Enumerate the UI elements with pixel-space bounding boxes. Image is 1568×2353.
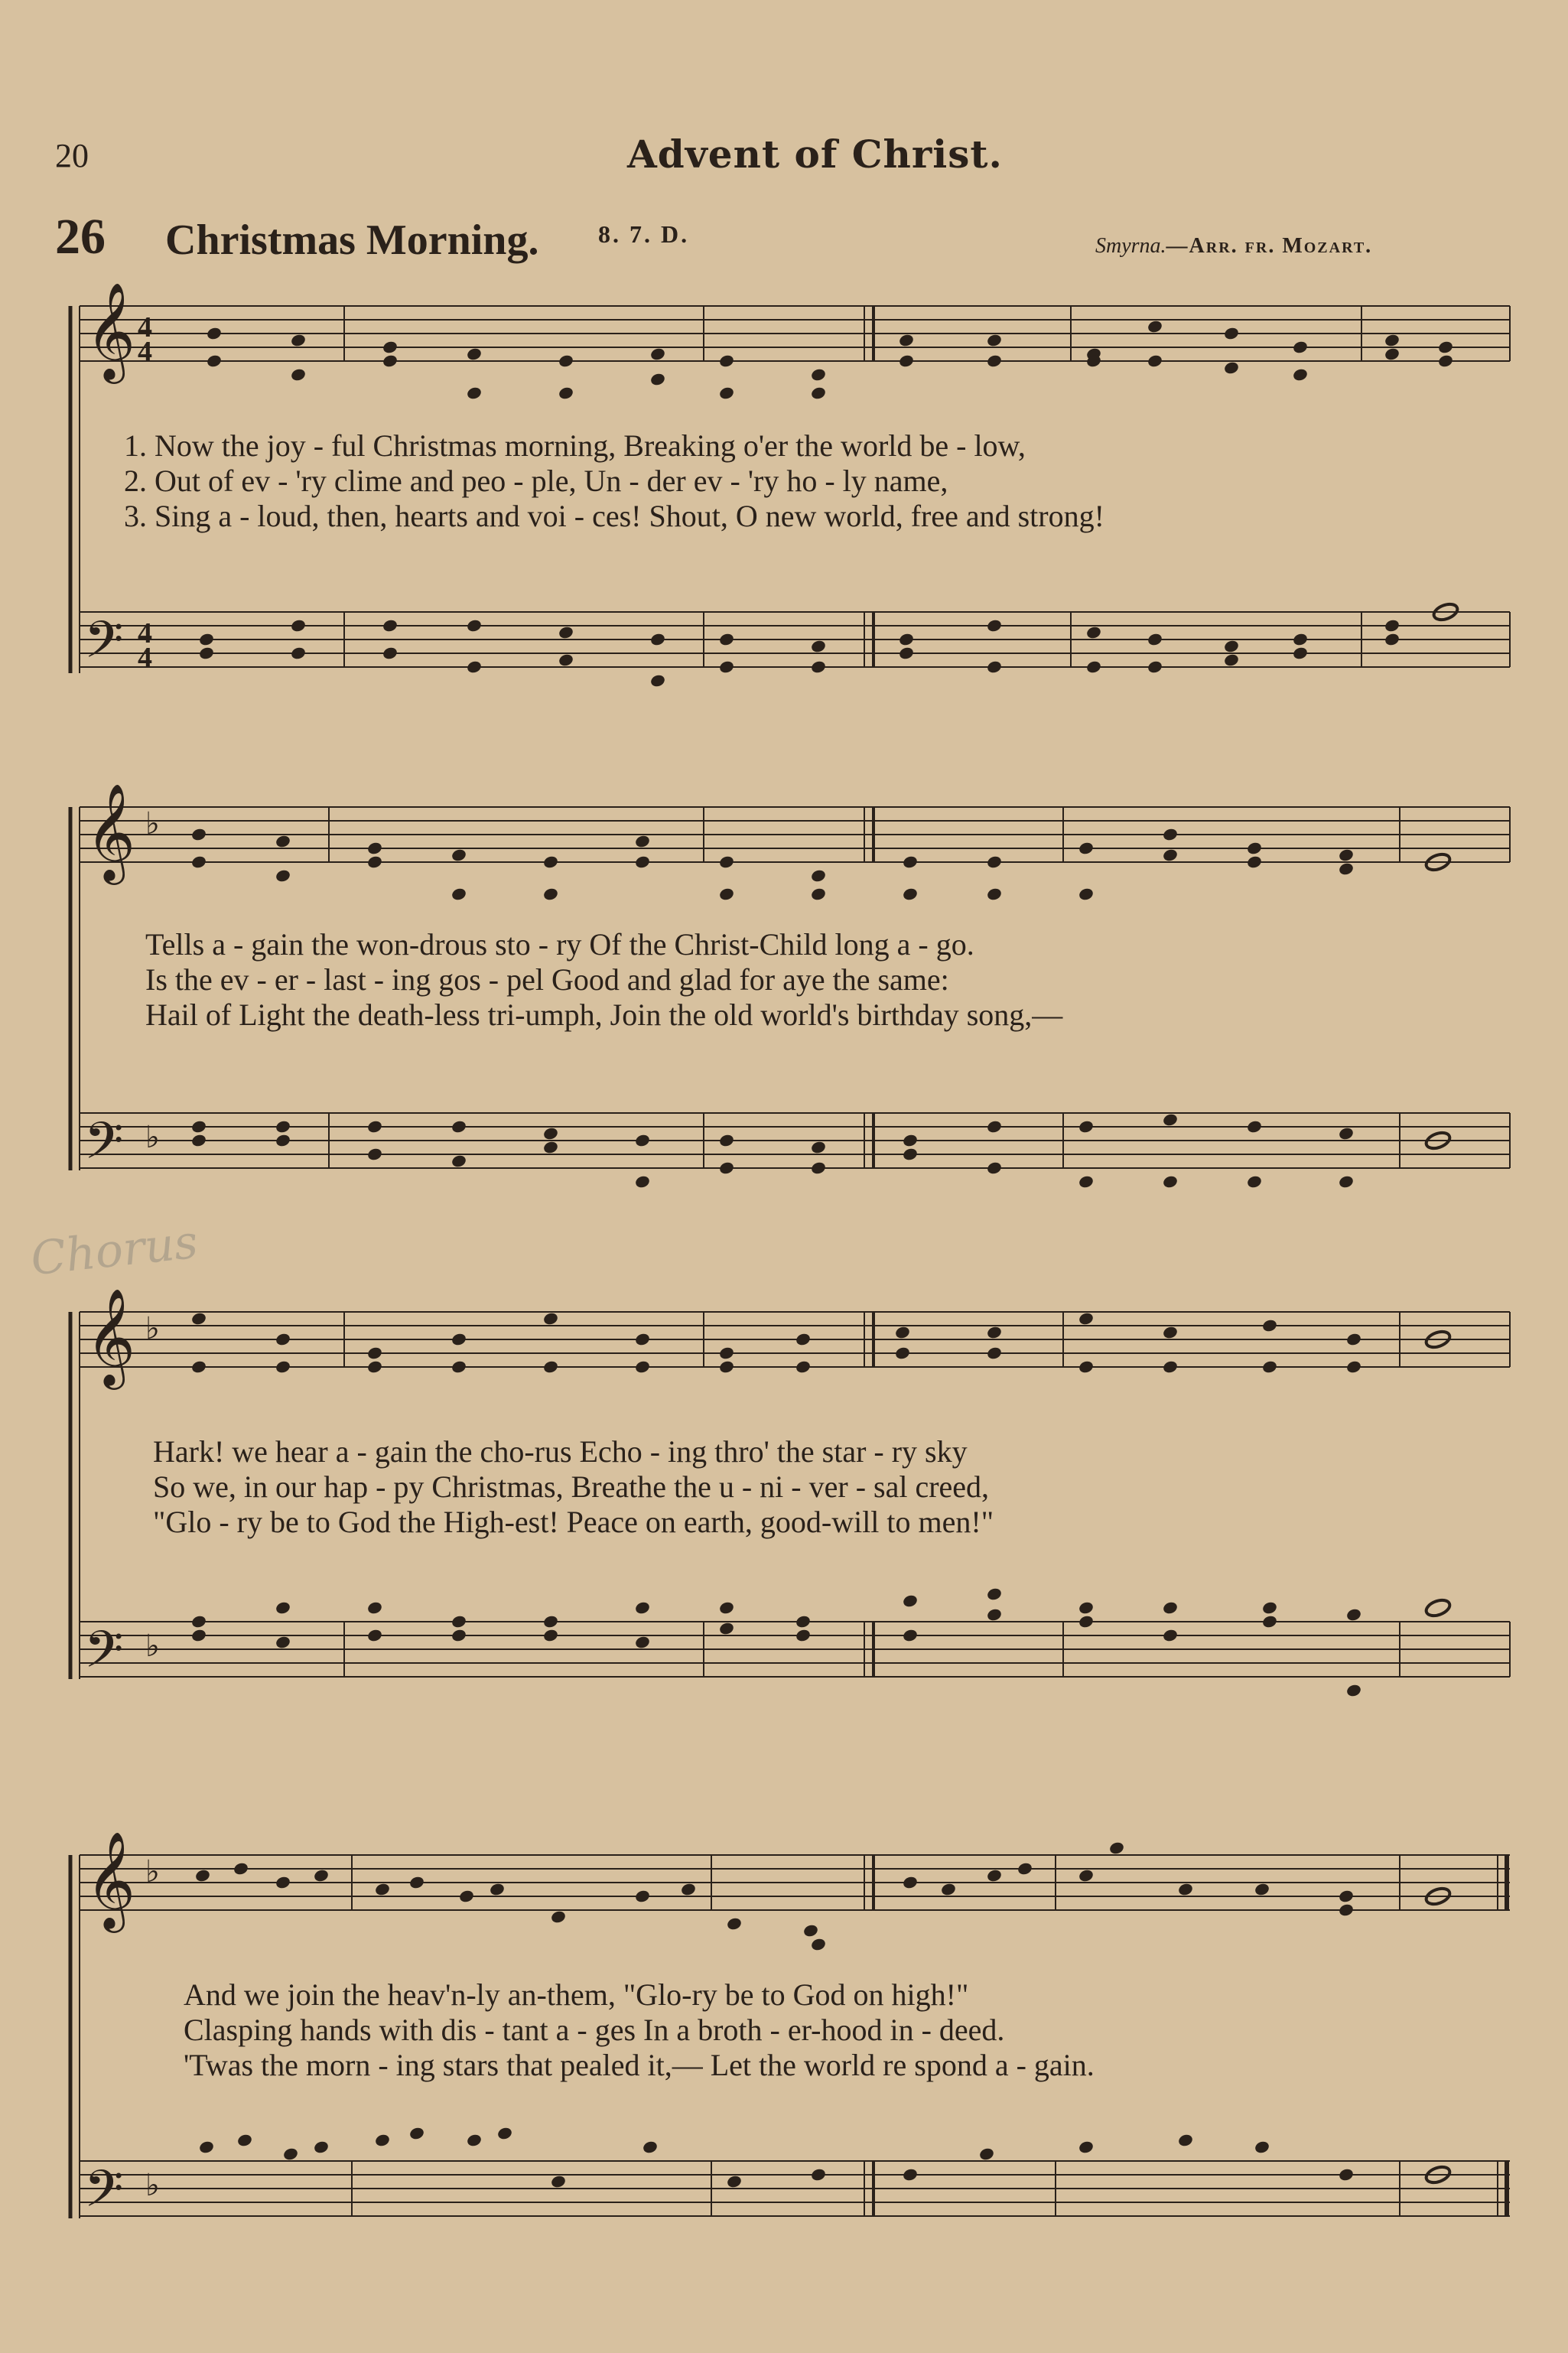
svg-text:𝄞: 𝄞	[86, 1287, 136, 1385]
svg-text:𝄢: 𝄢	[84, 1111, 124, 1183]
svg-text:♭: ♭	[145, 2168, 160, 2202]
svg-text:𝄞: 𝄞	[86, 783, 136, 880]
lyric-line: Clasping hands with dis - tant a - ges In a broth - er-hood in - deed.	[184, 2013, 1005, 2047]
lyric-line: Hail of Light the death-less tri-umph, Join the old world's birthday song,—	[145, 998, 1063, 1032]
svg-text:4: 4	[138, 311, 152, 343]
lyric-line: Hark! we hear a - gain the cho-rus Echo - ing thro' the star - ry sky	[153, 1434, 968, 1469]
lyric-line: Tells a - gain the won-drous sto - ry Of the Christ-Child long a - go.	[145, 927, 974, 962]
lyric-line: So we, in our hap - py Christmas, Breathe the u - ni - ver - sal creed,	[153, 1469, 990, 1504]
svg-text:♭: ♭	[145, 1311, 160, 1346]
pencil-annotation: Chorus	[28, 1215, 200, 1287]
lyric-line: And we join the heav'n-ly an-them, "Glo-ry be to God on high!"	[184, 1977, 969, 2012]
tune-name: Smyrna.	[1095, 234, 1166, 258]
page-number: 20	[55, 137, 89, 174]
hymn-title: Christmas Morning.	[165, 216, 539, 264]
svg-text:4: 4	[138, 336, 152, 368]
lyric-line: 2. Out of ev - 'ry clime and peo - ple, Un - der ev - 'ry ho - ly name,	[124, 464, 948, 498]
svg-text:𝄞: 𝄞	[86, 282, 136, 379]
lyric-line: "Glo - ry be to God the High-est! Peace on earth, good-will to men!"	[153, 1505, 994, 1539]
svg-text:♭: ♭	[145, 1629, 160, 1663]
tune-credit: —Arr. fr. Mozart.	[1166, 234, 1373, 258]
lyric-line: Is the ev - er - last - ing gos - pel Good and glad for aye the same:	[145, 962, 949, 997]
tune-attribution	[1095, 234, 1372, 259]
lyric-line: 3. Sing a - loud, then, hearts and voi - ces! Shout, O new world, free and strong!	[124, 499, 1104, 533]
lyric-line: 'Twas the morn - ing stars that pealed it,— Let the world re spond a - gain.	[184, 2048, 1095, 2082]
lyric-line: 1. Now the joy - ful Christmas morning, Breaking o'er the world be - low,	[124, 428, 1026, 463]
svg-text:♭: ♭	[145, 1854, 160, 1889]
svg-text:4: 4	[138, 642, 152, 674]
running-head: Advent of Christ.	[627, 132, 1003, 177]
svg-text:𝄢: 𝄢	[84, 2159, 124, 2231]
svg-text:4: 4	[138, 617, 152, 649]
svg-text:𝄞: 𝄞	[86, 1831, 136, 1928]
svg-text:𝄢: 𝄢	[84, 610, 124, 682]
hymn-meter: 8. 7. D.	[598, 220, 690, 248]
svg-text:♭: ♭	[145, 806, 160, 841]
hymn-number: 26	[55, 209, 106, 265]
svg-text:♭: ♭	[145, 1120, 160, 1154]
svg-text:𝄢: 𝄢	[84, 1620, 124, 1691]
